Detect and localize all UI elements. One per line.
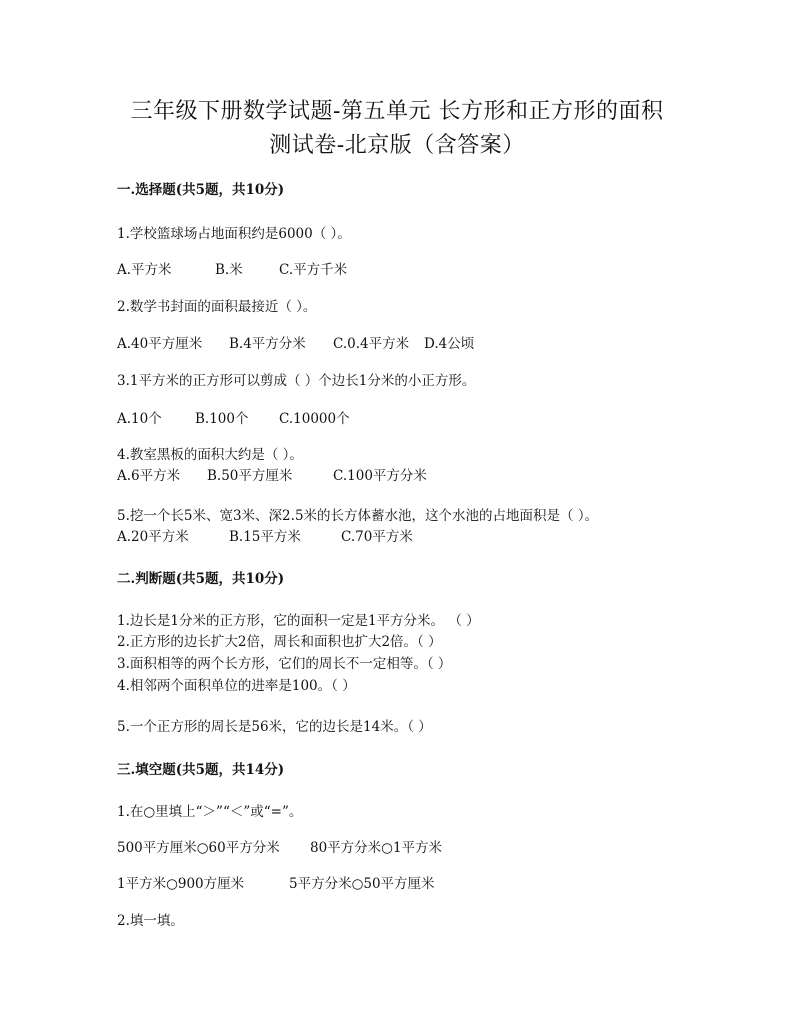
comparison-item: 500平方厘米○60平方分米 — [117, 840, 280, 856]
comparison-item: 80平方分米○1平方米 — [310, 840, 443, 856]
option-a: A.10个 — [117, 411, 162, 427]
judgement-item: 3.面积相等的两个长方形，它们的周长不一定相等。（ ） — [117, 656, 452, 672]
option-d: D.4公顷 — [424, 336, 475, 352]
section-heading-choice: 一.选择题(共5题，共10分) — [117, 182, 285, 198]
question-stem: 1.学校篮球场占地面积约是6000（ ）。 — [117, 226, 351, 242]
answer-options — [117, 261, 347, 279]
option-a: A.6平方米 — [117, 468, 181, 484]
option-c: C.平方千米 — [279, 262, 348, 278]
option-b: B.米 — [215, 262, 243, 278]
judgement-item: 4.相邻两个面积单位的进率是100。（ ） — [117, 678, 356, 694]
judgement-item: 1.边长是1分米的正方形，它的面积一定是1平方分米。 （ ） — [117, 613, 480, 629]
comparison-item: 1平方米○900方厘米 — [117, 876, 245, 892]
answer-options — [117, 335, 474, 353]
option-c: C.70平方米 — [341, 529, 413, 545]
option-c: C.100平方分米 — [333, 468, 427, 484]
document-title-line-1: 三年级下册数学试题-第五单元 长方形和正方形的面积 — [130, 99, 664, 124]
question-stem: 2.填一填。 — [117, 913, 184, 929]
option-c: C.0.4平方米 — [333, 336, 410, 352]
question-stem: 1.在○里填上“＞”“＜”或“=”。 — [117, 804, 303, 820]
document-title-line-2: 测试卷-北京版（含答案） — [269, 133, 525, 158]
comparison-row — [117, 839, 442, 857]
answer-options — [117, 528, 413, 546]
question-stem: 5.挖一个长5米、宽3米、深2.5米的长方体蓄水池，这个水池的占地面积是（ ）。 — [117, 508, 599, 524]
option-a: A.40平方厘米 — [117, 336, 203, 352]
comparison-row — [117, 875, 435, 893]
judgement-item: 5.一个正方形的周长是56米，它的边长是14米。（ ） — [117, 719, 432, 735]
question-stem: 2.数学书封面的面积最接近（ ）。 — [117, 299, 317, 315]
section-heading-fill-in: 三.填空题(共5题，共14分) — [117, 762, 285, 778]
option-a: A.平方米 — [117, 262, 172, 278]
answer-options — [117, 410, 350, 428]
question-stem: 3.1平方米的正方形可以剪成（ ）个边长1分米的小正方形。 — [117, 373, 476, 389]
option-b: B.50平方厘米 — [207, 468, 293, 484]
option-c: C.10000个 — [279, 411, 350, 427]
option-b: B.4平方分米 — [229, 336, 306, 352]
question-stem: 4.教室黑板的面积大约是（ ）。 — [117, 447, 303, 463]
section-heading-judgement: 二.判断题(共5题，共10分) — [117, 571, 285, 587]
option-b: B.15平方米 — [229, 529, 301, 545]
judgement-item: 2.正方形的边长扩大2倍，周长和面积也扩大2倍。（ ） — [117, 634, 442, 650]
option-b: B.100个 — [195, 411, 249, 427]
answer-options — [117, 467, 427, 485]
option-a: A.20平方米 — [117, 529, 189, 545]
comparison-item: 5平方分米○50平方厘米 — [289, 876, 435, 892]
